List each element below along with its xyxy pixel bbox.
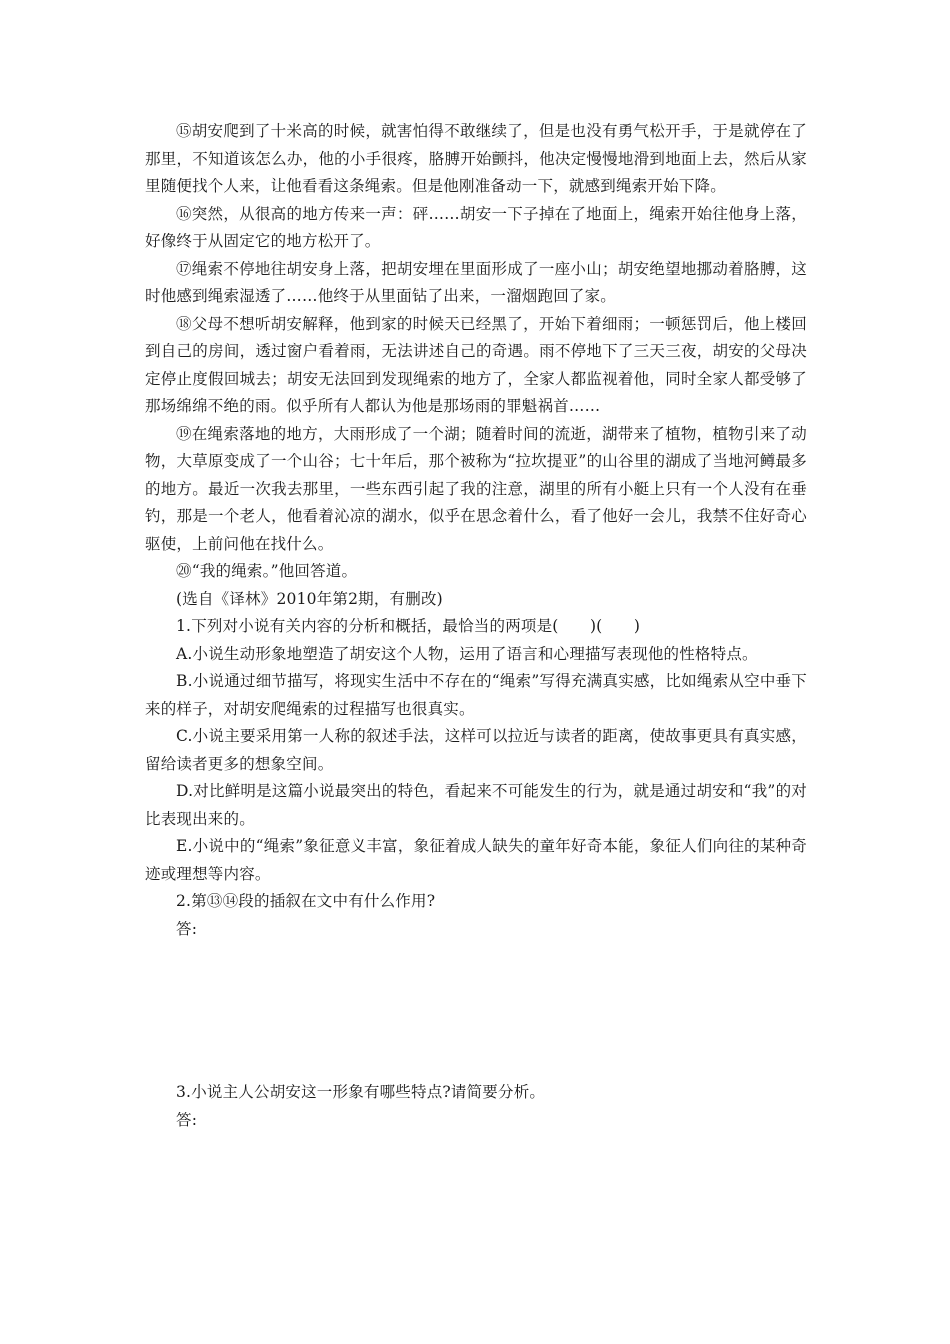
question-2-answer-space: [145, 943, 807, 1079]
paragraph-19: ⑲在绳索落地的地方，大雨形成了一个湖；随着时间的流逝，湖带来了植物，植物引来了动物，大草原变成了一个山谷；七十年后，那个被称为“拉坎提亚”的山谷里的湖成了当地河鳟最多的地方。最近一次我去那里，一些东西引起了我的注意，湖里的所有小艇上只有一个人没有在垂钓，那是一个老人，他看着沁凉的湖水，似乎在思念着什么，看了他好一会儿，我禁不住好奇心驱使，上前问他在找什么。: [145, 424, 807, 553]
document-page: [145, 118, 807, 1134]
question-3-stem: 3.小说主人公胡安这一形象有哪些特点?请简要分析。: [176, 1083, 546, 1101]
question-3-answer-label: 答:: [176, 1110, 198, 1129]
source-citation: (选自《译林》2010年第2期，有删改): [176, 589, 443, 608]
question-1-option-c: C.小说主要采用第一人称的叙述手法，这样可以拉近与读者的距离，使故事更具有真实感，留给读者更多的想象空间。: [145, 727, 807, 773]
paragraph-16: ⑯突然，从很高的地方传来一声：砰……胡安一下子掉在了地面上，绳索开始往他身上落，好像终于从固定它的地方松开了。: [145, 204, 807, 250]
question-1-option-b: B.小说通过细节描写，将现实生活中不存在的“绳索”写得充满真实感，比如绳索从空中垂下来的样子，对胡安爬绳索的过程描写也很真实。: [145, 672, 807, 718]
paragraph-18: ⑱父母不想听胡安解释，他到家的时候天已经黑了，开始下着细雨；一顿惩罚后，他上楼回到自己的房间，透过窗户看着雨，无法讲述自己的奇遇。雨不停地下了三天三夜，胡安的父母决定停止度假回城去；胡安无法回到发现绳索的地方了，全家人都监视着他，同时全家人都受够了那场绵绵不绝的雨。似乎所有人都认为他是那场雨的罪魁祸首……: [145, 314, 807, 415]
question-1-option-d: D.对比鲜明是这篇小说最突出的特色，看起来不可能发生的行为，就是通过胡安和“我”的对比表现出来的。: [145, 782, 807, 828]
question-1-option-a: A.小说生动形象地塑造了胡安这个人物，运用了语言和心理描写表现他的性格特点。: [176, 644, 758, 663]
question-2-stem: 2.第⑬⑭段的插叙在文中有什么作用?: [176, 892, 436, 910]
question-1-option-e: E.小说中的“绳索”象征意义丰富，象征着成人缺失的童年好奇本能，象征人们向往的某种奇迹或理想等内容。: [145, 837, 807, 883]
paragraph-17: ⑰绳索不停地往胡安身上落，把胡安埋在里面形成了一座小山；胡安绝望地挪动着胳膊，这时他感到绳索湿透了……他终于从里面钻了出来，一溜烟跑回了家。: [145, 259, 807, 305]
question-1-stem: 1.下列对小说有关内容的分析和概括，最恰当的两项是( )( ): [176, 617, 641, 635]
paragraph-15: ⑮胡安爬到了十米高的时候，就害怕得不敢继续了，但是也没有勇气松开手，于是就停在了那里，不知道该怎么办，他的小手很疼，胳膊开始颤抖，他决定慢慢地滑到地面上去，然后从家里随便找个人来，让他看看这条绳索。但是他刚准备动一下，就感到绳索开始下降。: [145, 122, 807, 195]
question-2-answer-label: 答:: [176, 919, 198, 938]
paragraph-20: ⑳“我的绳索。”他回答道。: [176, 562, 358, 580]
